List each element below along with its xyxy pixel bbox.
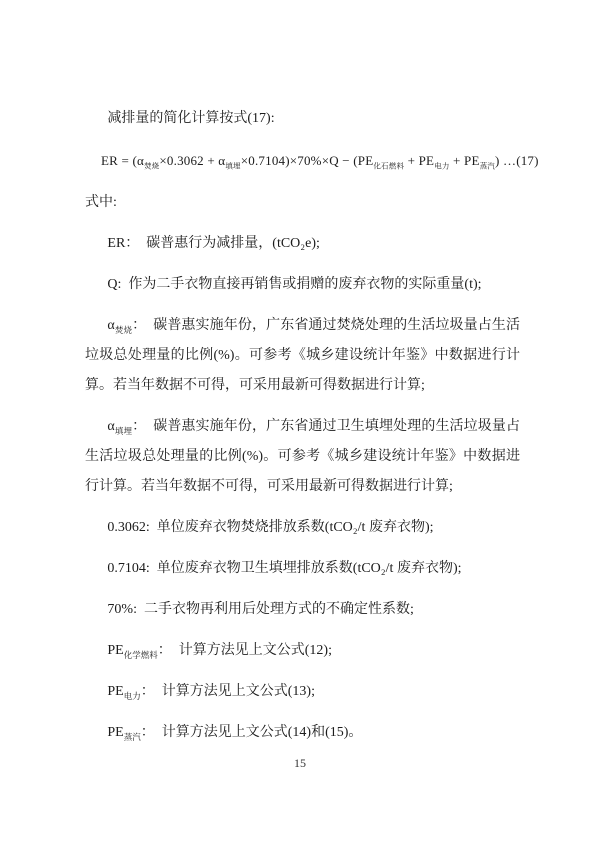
- definition-term: [107, 602, 137, 617]
- definition-term-colon: ：: [157, 643, 172, 658]
- definition-text: 单位废弃衣物卫生填埋排放系数(tCO₂/t 废弃衣物);: [156, 561, 462, 576]
- definition-term-colon: :: [117, 277, 122, 292]
- definition-text: 碳普惠实施年份，广东省通过焚烧处理的生活垃圾量占生活垃圾总处理量的比例(%)。可参考《城乡建设统计年鉴》中数据进行计算。若当年数据不可得，可采用最新可得数据进行计算;: [85, 318, 521, 393]
- definition-item-factor-70pct: [85, 595, 520, 625]
- definition-term-colon: ：: [132, 318, 147, 333]
- definition-text: 作为二手衣物直接再销售或捐赠的废弃衣物的实际重量(t);: [128, 277, 482, 292]
- definition-item-factor-07104: [85, 554, 520, 584]
- formula-part: ×0.7104)×70%×Q − (PE: [240, 153, 374, 168]
- page-number: 15: [294, 756, 306, 770]
- formula-subscript-landfill: 填埋: [225, 161, 241, 171]
- definition-text: 单位废弃衣物焚烧排放系数(tCO₂/t 废弃衣物);: [156, 520, 434, 535]
- definition-term-subscript: 蒸汽: [123, 731, 141, 742]
- definition-term-subscript: 电力: [123, 690, 141, 701]
- intro-line: 减排量的简化计算按式(17):: [107, 111, 275, 126]
- definition-item-alpha-landfill: [85, 412, 520, 502]
- definition-term: [107, 725, 154, 740]
- definition-term-colon: ：: [140, 725, 155, 740]
- definition-term-subscript: 填埋: [114, 425, 133, 436]
- formula-part: + PE: [404, 153, 435, 168]
- definition-item-pe-chemical-fuel: [85, 636, 520, 666]
- definition-item-pe-electricity: [85, 677, 520, 707]
- formula-subscript-electricity: 电力: [434, 161, 450, 171]
- definition-term-subscript: 焚烧: [114, 324, 133, 335]
- definition-item-pe-steam: [85, 718, 520, 748]
- definition-term: [107, 520, 149, 535]
- definition-item-er: [85, 229, 520, 259]
- definition-term: [107, 277, 121, 292]
- definition-item-factor-03062: [85, 513, 520, 543]
- formula-subscript-incineration: 焚烧: [143, 161, 160, 171]
- definition-item-alpha-incineration: [85, 311, 520, 401]
- where-label: 式中:: [85, 195, 117, 210]
- definition-term-base: ER: [107, 236, 126, 251]
- page-content: [85, 104, 539, 800]
- definition-term-base: Q: [107, 277, 118, 292]
- definition-text: 计算方法见上文公式(13);: [161, 684, 315, 699]
- definition-term-colon: ：: [132, 419, 147, 434]
- formula-part: ER = (α: [101, 153, 144, 168]
- definition-term-base: 0.3062: [107, 520, 146, 535]
- definition-term-colon: :: [145, 520, 150, 535]
- definition-term-colon: ：: [125, 236, 140, 251]
- formula-part: + PE: [449, 153, 480, 168]
- definition-text: 计算方法见上文公式(12);: [178, 643, 332, 658]
- definition-term: [107, 419, 146, 434]
- definition-text: 碳普惠行为减排量，(tCO₂e);: [146, 236, 320, 251]
- definition-item-q: [85, 270, 520, 300]
- definition-text: 计算方法见上文公式(14)和(15)。: [161, 725, 363, 740]
- formula-line: [85, 145, 539, 177]
- definition-term-base: 0.7104: [107, 561, 146, 576]
- definition-term-base: α: [107, 318, 115, 333]
- definition-term-base: PE: [107, 684, 124, 699]
- definition-term: [107, 684, 154, 699]
- definition-term: [107, 643, 171, 658]
- formula-subscript-steam: 蒸汽: [479, 161, 496, 171]
- definition-term-base: α: [107, 419, 115, 434]
- formula-subscript-fossil-fuel: 化石燃料: [373, 161, 405, 171]
- definition-term-colon: ：: [140, 684, 155, 699]
- definition-term: [107, 318, 146, 333]
- definition-text: 碳普惠实施年份，广东省通过卫生填埋处理的生活垃圾量占生活垃圾总处理量的比例(%)。可参考《城乡建设统计年鉴》中数据进行计算。若当年数据不可得，可采用最新可得数据进行计算;: [85, 419, 521, 494]
- definition-term-base: 70%: [107, 602, 134, 617]
- formula-part: ) …(17): [495, 153, 539, 168]
- definition-term: [107, 236, 139, 251]
- definition-term-colon: :: [145, 561, 150, 576]
- definition-term-base: PE: [107, 643, 124, 658]
- definition-text: 二手衣物再利用后处理方式的不确定性系数;: [143, 602, 414, 617]
- definition-term-colon: :: [133, 602, 137, 617]
- definition-term-base: PE: [107, 725, 124, 740]
- definition-term-subscript: 化学燃料: [123, 649, 158, 660]
- definition-term: [107, 561, 149, 576]
- formula-part: ×0.3062 + α: [159, 153, 226, 168]
